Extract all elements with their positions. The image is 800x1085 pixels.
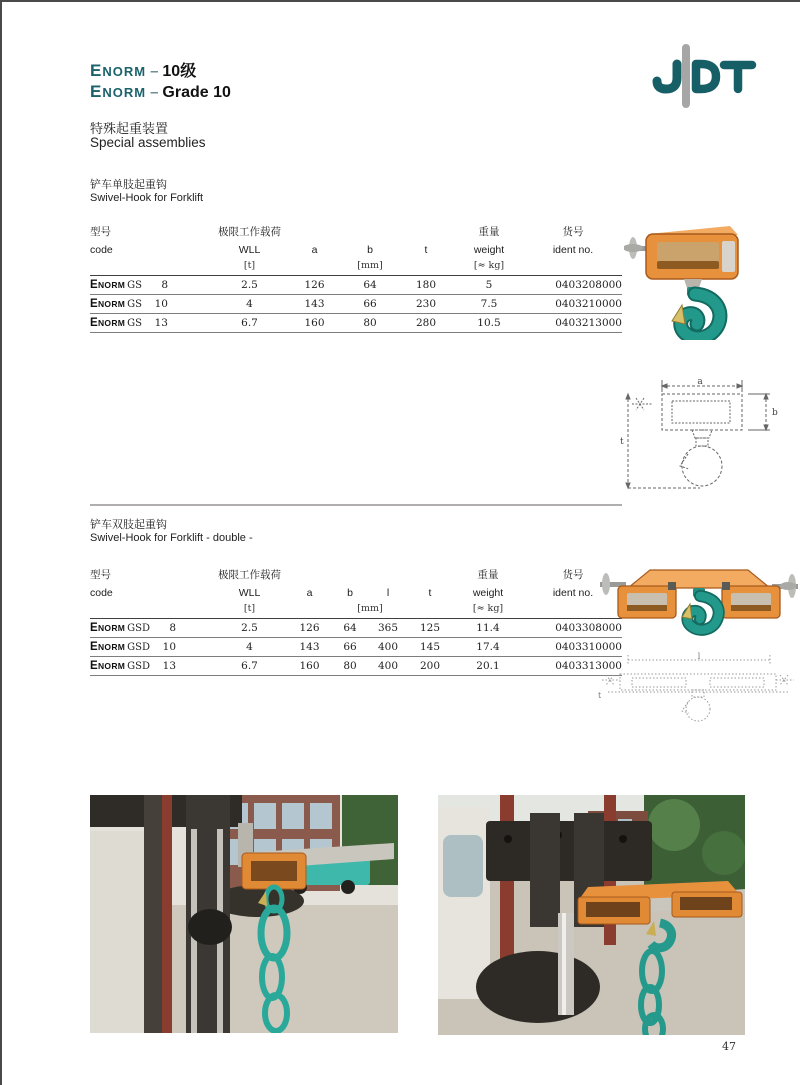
col-header-ident: ident no. <box>552 587 594 599</box>
col-header-wll: WLL <box>238 587 261 599</box>
forklift-carriage <box>486 821 652 881</box>
mast-column <box>144 795 162 1033</box>
col-header-ident: ident no. <box>552 244 594 256</box>
table-row: ENORM GS 8 2.5 126 64 180 5 0403208000 <box>90 276 622 295</box>
brand-name: ENORM <box>90 61 147 80</box>
table-row: ENORM GSD 13 6.7 160 80 400 200 20.1 0403313000 <box>90 657 622 676</box>
col-header-a: a <box>306 587 313 599</box>
double-hook-dimension-drawing <box>598 652 798 724</box>
subtitle-en: Special assemblies <box>90 135 206 150</box>
unit-mm: [mm] <box>357 603 383 614</box>
code-cell: ENORM GSD 13 <box>90 660 177 672</box>
col-header-wll-zh: 极限工作载荷 <box>218 226 281 238</box>
swivel-link <box>684 279 702 288</box>
col-header-wll-zh: 极限工作载荷 <box>218 569 281 581</box>
center-bridge <box>628 570 770 588</box>
col-header-wll: WLL <box>238 244 261 256</box>
table-row: ENORM GS 10 4 143 66 230 7.5 0403210000 <box>90 295 622 314</box>
code-cell: ENORM GS 8 <box>90 279 168 291</box>
seat <box>188 909 232 945</box>
table-row: ENORM GSD 10 4 143 66 400 145 17.4 0403310000 <box>90 638 622 657</box>
table-head <box>90 224 622 276</box>
col-header-a: a <box>311 244 318 256</box>
table-row: ENORM GSD 8 2.5 126 64 365 125 11.4 0403308000 <box>90 619 622 638</box>
col-header-code-zh: 型号 <box>90 569 111 581</box>
col-header-ident-zh: 货号 <box>562 226 584 238</box>
brand-name: ENORM <box>90 82 147 101</box>
single-swivel-hook-image <box>624 210 756 340</box>
name-plate <box>722 241 735 272</box>
single-hook-table <box>90 224 622 333</box>
logo-letter-d <box>696 64 716 89</box>
code-cell: ENORM GS 10 <box>90 298 168 310</box>
col-header-ident-zh: 货号 <box>562 569 584 581</box>
col-header-t: t <box>428 587 432 599</box>
code-cell: ENORM GSD 8 <box>90 622 177 634</box>
code-cell: ENORM GSD 10 <box>90 641 177 653</box>
grade-zh: 10级 <box>162 63 197 80</box>
page-title-line1 <box>90 58 196 81</box>
jdt-logo <box>644 44 759 108</box>
unit-mm: [mm] <box>357 260 383 271</box>
col-header-weight: weight <box>473 244 505 256</box>
section-divider <box>90 504 622 506</box>
dim-label-a: a <box>697 377 703 387</box>
section1-title-en: Swivel-Hook for Forklift <box>90 192 204 204</box>
dim-label-b: b <box>772 408 778 418</box>
col-header-code: code <box>90 244 113 256</box>
dim-label-l: l <box>697 652 701 661</box>
table-head <box>90 567 622 619</box>
dim-label-t: t <box>598 691 602 700</box>
col-header-l: l <box>386 587 390 599</box>
single-hook-dimension-drawing <box>620 376 795 494</box>
dim-label-t: t <box>620 437 624 447</box>
application-photo-single-hook <box>90 795 398 1033</box>
double-hook-table <box>90 567 622 676</box>
screw-wing-icon <box>602 573 610 595</box>
chain-pile <box>476 951 600 1023</box>
col-header-weight-zh: 重量 <box>478 226 500 238</box>
section2-title-zh: 铲车双肢起重钩 <box>90 519 167 531</box>
unit-kg: [≈ kg] <box>473 260 505 271</box>
double-swivel-hook-image <box>598 552 800 654</box>
unit-kg: [≈ kg] <box>472 603 504 614</box>
col-header-b: b <box>367 244 373 256</box>
col-header-b: b <box>347 587 353 599</box>
logo-letter-j <box>657 64 677 89</box>
col-header-code: code <box>90 587 113 599</box>
grade-en: Grade 10 <box>162 84 231 101</box>
section2-title-en: Swivel-Hook for Forklift - double - <box>90 532 253 544</box>
page-number: 47 <box>722 1040 736 1053</box>
application-photo-double-hook <box>438 795 745 1035</box>
col-header-weight: weight <box>472 587 504 599</box>
table-row: ENORM GS 13 6.7 160 80 280 10.5 0403213000 <box>90 314 622 333</box>
subtitle-zh: 特殊起重装置 <box>90 121 169 136</box>
col-header-code-zh: 型号 <box>90 226 111 238</box>
unit-t: [t] <box>243 603 256 614</box>
logo-letter-t <box>724 65 752 89</box>
white-wall <box>90 831 152 1033</box>
title-dash: – <box>150 84 159 101</box>
col-header-weight-zh: 重量 <box>477 569 499 581</box>
col-header-t: t <box>424 244 428 256</box>
mast-red-rail <box>162 795 172 1033</box>
unit-t: [t] <box>243 260 256 271</box>
code-cell: ENORM GS 13 <box>90 317 168 329</box>
page-title-line2 <box>90 82 231 102</box>
title-dash: – <box>150 63 159 80</box>
section1-title-zh: 铲车单肢起重钩 <box>90 179 167 191</box>
